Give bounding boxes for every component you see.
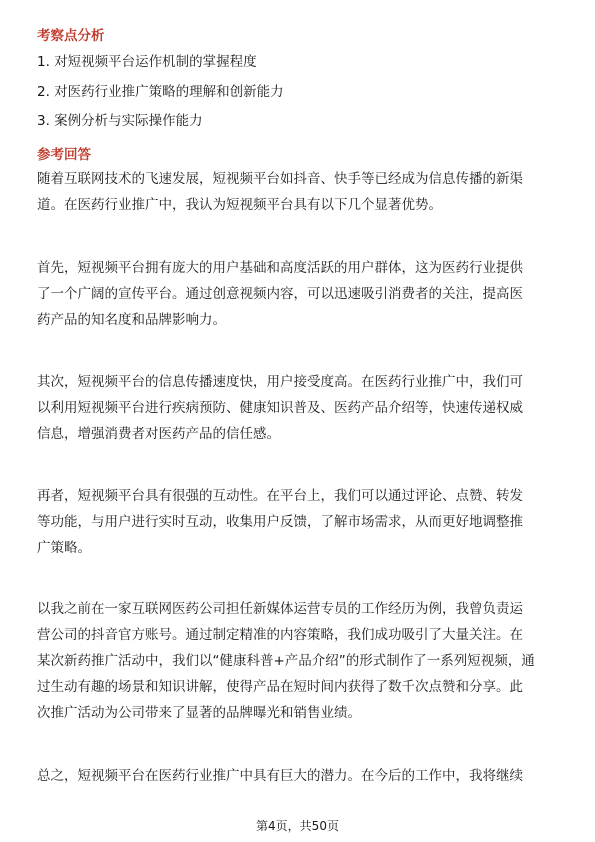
answer-paragraph-6: 总之，短视频平台在医药行业推广中具有巨大的潜力。在今后的工作中，我将继续	[37, 768, 523, 784]
page-number: 第4页，共50页	[256, 819, 339, 833]
answer-paragraph-3: 其次，短视频平台的信息传播速度快，用户接受度高。在医药行业推广中，我们可 以利用短视频平台进行疾病预防、健康知识普及、医药产品介绍等，快速传递权威 信息，增强消费者对医药产品的信任感。	[37, 374, 523, 442]
analysis-item-3: 3. 案例分析与实际操作能力	[37, 113, 203, 129]
analysis-heading: 考察点分析	[37, 28, 105, 44]
answer-paragraph-1: 随着互联网技术的飞速发展，短视频平台如抖音、快手等已经成为信息传播的新渠 道。在医药行业推广中，我认为短视频平台具有以下几个显著优势。	[37, 171, 523, 213]
answer-heading: 参考回答	[37, 147, 91, 163]
analysis-item-2: 2. 对医药行业推广策略的理解和创新能力	[37, 84, 284, 100]
answer-paragraph-5: 以我之前在一家互联网医药公司担任新媒体运营专员的工作经历为例，我曾负责运 营公司的抖音官方账号。通过制定精准的内容策略，我们成功吸引了大量关注。在 某次新药推广活动中，我们以“健康科普+产品介绍”的形式制作了一系列短视频，通 过生动有趣的场景和知识讲解，使得产品在短时间内获得了数千次点赞和分享。此 次推广活动为公司带来了显著的品牌曝光和销售业绩。	[37, 601, 535, 721]
answer-paragraph-2: 首先，短视频平台拥有庞大的用户基础和高度活跃的用户群体，这为医药行业提供 了一个广阔的宣传平台。通过创意视频内容，可以迅速吸引消费者的关注，提高医 药产品的知名度和品牌影响力。	[37, 260, 523, 328]
answer-paragraph-4: 再者，短视频平台具有很强的互动性。在平台上，我们可以通过评论、点赞、转发 等功能，与用户进行实时互动，收集用户反馈，了解市场需求，从而更好地调整推 广策略。	[37, 488, 523, 556]
analysis-item-1: 1. 对短视频平台运作机制的掌握程度	[37, 54, 257, 70]
